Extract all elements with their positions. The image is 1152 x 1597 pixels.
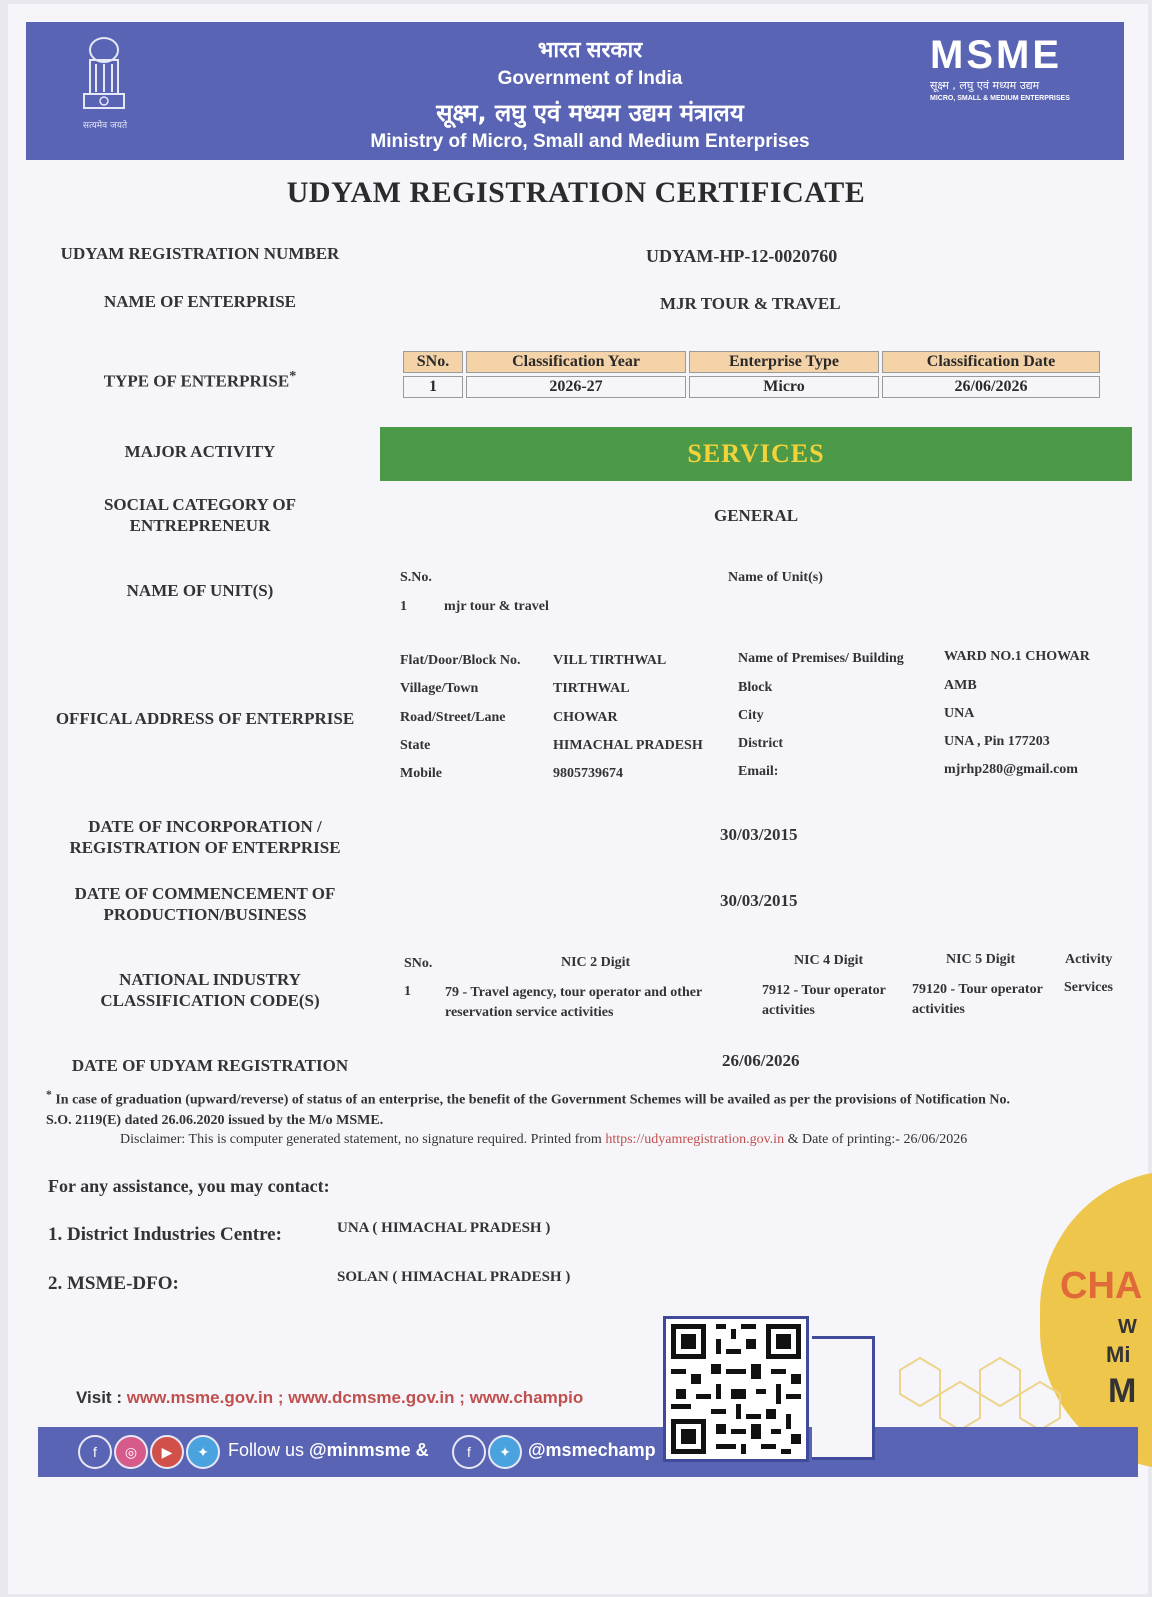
national-emblem-icon bbox=[74, 32, 134, 132]
major-activity-label: MAJOR ACTIVITY bbox=[124, 442, 276, 461]
units-col-name: Name of Unit(s) bbox=[728, 570, 823, 585]
classification-header-type: Enterprise Type bbox=[689, 351, 879, 373]
address-flat-label: Flat/Door/Block No. bbox=[400, 653, 521, 668]
udyam-date-label: DATE OF UDYAM REGISTRATION bbox=[71, 1056, 349, 1075]
contact-dfo-label: 2. MSME-DFO: bbox=[48, 1273, 179, 1294]
unit-name: mjr tour & travel bbox=[444, 599, 549, 614]
nic-2digit-line2: reservation service activities bbox=[445, 1005, 614, 1020]
msme-logo-sub: MICRO, SMALL & MEDIUM ENTERPRISES bbox=[930, 95, 1070, 102]
nic-header-5digit: NIC 5 Digit bbox=[946, 952, 1016, 967]
address-state-label: State bbox=[400, 738, 431, 753]
classification-year: 2026-27 bbox=[466, 376, 686, 398]
nic-5digit-line1: 79120 - Tour operator bbox=[912, 982, 1043, 997]
contact-heading: For any assistance, you may contact: bbox=[48, 1176, 330, 1196]
graduation-note bbox=[46, 1085, 1126, 1131]
address-email-label: Email: bbox=[738, 764, 779, 779]
enterprise-name-value: MJR TOUR & TRAVEL bbox=[660, 294, 841, 313]
nic-header-activity: Activity bbox=[1065, 952, 1113, 967]
address-label: OFFICAL ADDRESS OF ENTERPRISE bbox=[55, 709, 355, 728]
address-city: UNA bbox=[944, 706, 975, 721]
address-block: AMB bbox=[944, 678, 977, 693]
hexagon-pattern-icon bbox=[880, 1330, 1120, 1440]
social-category-label-line1: SOCIAL CATEGORY OF bbox=[103, 495, 297, 514]
enterprise-type-label bbox=[40, 366, 360, 392]
address-flat: VILL TIRTHWAL bbox=[553, 653, 667, 668]
nic-activity: Services bbox=[1064, 980, 1113, 995]
msme-logo-hindi: सूक्ष्म , लघु एवं मध्यम उद्यम bbox=[930, 79, 1040, 92]
contact-dic-value: UNA ( HIMACHAL PRADESH ) bbox=[337, 1220, 551, 1236]
contact-dic-label: 1. District Industries Centre: bbox=[48, 1224, 282, 1245]
registration-number-value: UDYAM-HP-12-0020760 bbox=[646, 246, 838, 266]
nic-2digit bbox=[445, 983, 702, 1023]
disclaimer-link[interactable]: https://udyamregistration.gov.in bbox=[605, 1132, 785, 1147]
address-village: TIRTHWAL bbox=[553, 681, 630, 696]
twitter-icon[interactable]: ✦ bbox=[186, 1435, 220, 1469]
disclaimer-post: & Date of printing:- 26/06/2026 bbox=[784, 1132, 968, 1147]
major-activity-value: SERVICES bbox=[380, 427, 1132, 481]
header-hindi-ministry: सूक्ष्म, लघु एवं मध्यम उद्यम मंत्रालय bbox=[436, 99, 744, 127]
champions-text-2: W bbox=[1118, 1316, 1137, 1338]
udyam-date-value: 26/06/2026 bbox=[722, 1051, 800, 1070]
visit-line bbox=[76, 1388, 583, 1408]
social-category-label bbox=[40, 494, 360, 536]
follow-label: Follow us bbox=[228, 1440, 310, 1460]
nic-header-sno: SNo. bbox=[404, 956, 433, 971]
classification-row bbox=[403, 376, 1100, 398]
classification-header-sno: SNo. bbox=[403, 351, 463, 373]
unit-sno: 1 bbox=[400, 599, 407, 614]
social-category-label-line2: ENTREPRENEUR bbox=[129, 516, 271, 535]
graduation-note-line1: In case of graduation (upward/reverse) of status of an enterprise, the benefit of the Government Schemes will be availed as per the provisions of Notification No. bbox=[55, 1092, 1010, 1108]
address-city-label: City bbox=[738, 708, 764, 723]
nic-5digit bbox=[912, 980, 1043, 1020]
address-mobile: 9805739674 bbox=[553, 766, 623, 781]
follow-handle[interactable]: @minmsme & bbox=[309, 1440, 429, 1460]
classification-date: 26/06/2026 bbox=[882, 376, 1100, 398]
commencement-value: 30/03/2015 bbox=[720, 891, 798, 910]
emblem-caption: सत्यमेव जयते bbox=[82, 121, 128, 131]
nic-4digit-line1: 7912 - Tour operator bbox=[762, 983, 886, 998]
incorporation-value: 30/03/2015 bbox=[720, 825, 798, 844]
nic-label-line2: CLASSIFICATION CODE(S) bbox=[100, 991, 320, 1010]
address-block-label: Block bbox=[738, 680, 773, 695]
twitter-icon-2[interactable]: ✦ bbox=[488, 1435, 522, 1469]
nic-label bbox=[40, 969, 380, 1011]
nic-5digit-line2: activities bbox=[912, 1002, 965, 1017]
registration-number-label: UDYAM REGISTRATION NUMBER bbox=[60, 244, 340, 263]
header-gov-en: Government of India bbox=[497, 68, 683, 89]
address-road: CHOWAR bbox=[553, 710, 618, 725]
enterprise-name-label: NAME OF ENTERPRISE bbox=[103, 292, 297, 311]
contact-dfo-value: SOLAN ( HIMACHAL PRADESH ) bbox=[337, 1269, 571, 1285]
incorporation-label-line2: REGISTRATION OF ENTERPRISE bbox=[69, 838, 341, 857]
nic-4digit bbox=[762, 981, 886, 1021]
champions-text-4: M bbox=[1108, 1372, 1137, 1410]
facebook-icon-2[interactable]: f bbox=[452, 1435, 486, 1469]
nic-label-line1: NATIONAL INDUSTRY bbox=[119, 970, 301, 989]
disclaimer bbox=[120, 1132, 967, 1148]
classification-sno: 1 bbox=[403, 376, 463, 398]
classification-table bbox=[400, 348, 1103, 401]
classification-type: Micro bbox=[689, 376, 879, 398]
units-label: NAME OF UNIT(S) bbox=[126, 581, 274, 600]
qr-code[interactable] bbox=[663, 1316, 809, 1462]
address-premises-label: Name of Premises/ Building bbox=[738, 651, 904, 666]
youtube-icon[interactable]: ▶ bbox=[150, 1435, 184, 1469]
classification-header-year: Classification Year bbox=[466, 351, 686, 373]
visit-label: Visit : bbox=[76, 1388, 127, 1407]
visit-links[interactable]: www.msme.gov.in ; www.dcmsme.gov.in ; www.champio bbox=[126, 1388, 584, 1407]
address-mobile-label: Mobile bbox=[400, 766, 442, 781]
nic-header-2digit: NIC 2 Digit bbox=[561, 955, 631, 970]
address-village-label: Village/Town bbox=[400, 681, 479, 696]
classification-header-date: Classification Date bbox=[882, 351, 1100, 373]
champions-text-3: Mi bbox=[1106, 1342, 1131, 1367]
champions-text-1: CHA bbox=[1060, 1265, 1143, 1307]
champ-handle[interactable]: @msmechamp bbox=[528, 1440, 656, 1460]
nic-header-4digit: NIC 4 Digit bbox=[794, 953, 864, 968]
qr-frame bbox=[812, 1336, 875, 1460]
address-premises: WARD NO.1 CHOWAR bbox=[944, 649, 1090, 664]
incorporation-label-line1: DATE OF INCORPORATION / bbox=[88, 817, 322, 836]
nic-sno: 1 bbox=[404, 984, 411, 999]
disclaimer-pre: Disclaimer: This is computer generated statement, no signature required. Printed from bbox=[120, 1132, 606, 1147]
units-col-sno: S.No. bbox=[400, 570, 432, 585]
instagram-icon[interactable]: ◎ bbox=[114, 1435, 148, 1469]
header-ministry-en: Ministry of Micro, Small and Medium Enterprises bbox=[370, 131, 810, 152]
address-district-label: District bbox=[738, 736, 784, 751]
graduation-note-line2: S.O. 2119(E) dated 26.06.2020 issued by the M/o MSME. bbox=[46, 1112, 384, 1128]
incorporation-label bbox=[40, 816, 370, 858]
commencement-label bbox=[40, 883, 370, 925]
address-email: mjrhp280@gmail.com bbox=[944, 762, 1078, 777]
address-state: HIMACHAL PRADESH bbox=[553, 738, 703, 753]
classification-header-row bbox=[403, 351, 1100, 373]
msme-logo bbox=[930, 34, 1098, 102]
certificate-title: UDYAM REGISTRATION CERTIFICATE bbox=[286, 176, 866, 209]
address-road-label: Road/Street/Lane bbox=[400, 710, 506, 725]
enterprise-type-star: * bbox=[289, 368, 297, 384]
nic-4digit-line2: activities bbox=[762, 1003, 815, 1018]
address-district: UNA , Pin 177203 bbox=[944, 734, 1050, 749]
enterprise-type-label-text: TYPE OF ENTERPRISE bbox=[103, 371, 290, 391]
social-category-value: GENERAL bbox=[714, 506, 799, 525]
nic-2digit-line1: 79 - Travel agency, tour operator and other bbox=[445, 985, 703, 1000]
graduation-note-star: * bbox=[46, 1088, 52, 1101]
commencement-label-line2: PRODUCTION/BUSINESS bbox=[103, 905, 307, 924]
msme-logo-text: MSME bbox=[930, 33, 1062, 77]
follow-text bbox=[228, 1440, 429, 1461]
facebook-icon[interactable]: f bbox=[78, 1435, 112, 1469]
qr-code-icon bbox=[666, 1319, 806, 1459]
commencement-label-line1: DATE OF COMMENCEMENT OF bbox=[74, 884, 336, 903]
header-hindi-gov: भारत सरकार bbox=[537, 37, 643, 62]
